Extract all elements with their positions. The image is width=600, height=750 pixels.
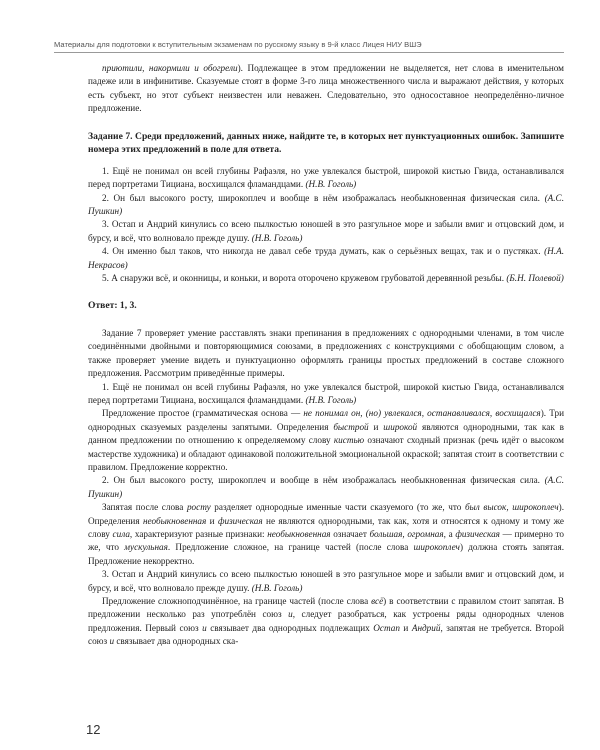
- text-run: не являются однородными, так как, хотя и относятся к одному и тому же слову: [88, 515, 564, 539]
- text-run: . Предложение сложное, на границе частей (после слова: [167, 542, 414, 553]
- italic-run: физическая: [217, 515, 263, 526]
- text-run: ). Определения: [88, 502, 564, 526]
- italic-run: кистью: [333, 435, 365, 446]
- text-run: ). Три однородных сказуемых разделены запятыми. Определения: [88, 408, 564, 432]
- text-run: разделяет однородные именные части сказуемого (то же, что: [210, 502, 465, 513]
- text-run: 3. Остап и Андрий кинулись со всею пылкостью юношей в это разгульное море и забыли вмиг и отцовский дом, и бурсу, и всё, что волновало прежде душу.: [88, 219, 564, 243]
- text-run: Задание 7 проверяет умение расставлять знаки препинания в предложениях с однородными членами, в том числе соединёнными двойными и повторяющимися союзами, в предложениях с конструкциями с обобщающим словом, а также проверяет умение видеть и пунктуационно оформлять границы простых предложений в составе сложного предложения. Рассмотрим приведённые примеры.: [88, 327, 564, 379]
- italic-run: (А.С. Пушкин): [88, 475, 564, 499]
- text-run: означает: [330, 528, 370, 539]
- explanation-paragraph: [88, 568, 564, 595]
- italic-run: широкоплеч: [413, 542, 460, 553]
- text-run: , а: [443, 528, 456, 539]
- italic-run: (Н.А. Некрасов): [88, 246, 564, 270]
- text-run: и: [206, 515, 218, 526]
- italic-run: всё: [371, 596, 384, 606]
- italic-run: (Б.Н. Полевой): [506, 273, 564, 284]
- italic-run: Андрий: [411, 622, 441, 633]
- text-run: 2. Он был высокого росту, широкоплеч и вообще в нём изображалась необыкновенная физическая сила.: [102, 192, 545, 203]
- sentence-item: [88, 165, 564, 192]
- sentence-item: [88, 272, 564, 285]
- italic-run: физическая: [455, 528, 500, 539]
- text-run: ) должна стоять запятая. Предложение некорректно.: [88, 542, 564, 566]
- explanation-paragraph: [88, 407, 564, 474]
- italic-run: и: [109, 636, 115, 647]
- text-run: означают сходный признак (речь идёт о высоком мастерстве художника) и обладают одинаковой положительной эмоциональной окраской; запятая стоит в соответствии с правилом. Предложение корректно.: [88, 435, 564, 472]
- italic-run: необыкновенная: [142, 515, 207, 526]
- text-run: Запятая после слова: [102, 502, 187, 513]
- italic-run: (Н.В. Гоголь): [251, 232, 303, 243]
- text-run: 1. Ещё не понимал он всей глубины Рафаэля, но уже увлекался быстрой, широкой кистью Гвида, останавливался перед портретами Тициана, восхищался фламандцами.: [88, 165, 564, 190]
- italic-run: был высок, широкоплеч: [464, 502, 559, 513]
- text-run: Предложение сложноподчинённое, на границе частей (после слова: [102, 596, 372, 606]
- italic-run: росту: [186, 502, 211, 513]
- text-run: , запятая не требуется. Второй союз: [88, 622, 564, 647]
- sentence-item: [88, 192, 564, 219]
- italic-run: необыкновенная: [267, 528, 331, 539]
- running-header: Материалы для подготовки к вступительным экзаменам по русскому языку в 9-й класс Лицея НИУ ВШЭ: [54, 40, 564, 53]
- text-run: Предложение простое (грамматическая основа —: [102, 408, 304, 419]
- text-run: ). Подлежащее в этом предложении не выделяется, нет слова в именительном падеже или в инфинитиве. Сказуемые стоят в форме 3-го лица множественного числа и выражают действия, у которых есть субъект, но этот субъект неизвестен или неважен. Следовательно, это односоставное неопределённо-личное предложение.: [88, 63, 564, 114]
- text-run: 5. А снаружи всё, и оконницы, и коньки, и ворота оторочено кружевом грубоватой деревянной резьбы.: [102, 273, 507, 284]
- intro-paragraph: [88, 62, 564, 116]
- italic-run: и: [202, 622, 207, 633]
- text-run: 4. Он именно был таков, что никогда не давал себе труда думать, как о серьёзных вещах, так и о пустяках.: [102, 246, 545, 257]
- text-run: и: [399, 622, 412, 633]
- text-run: , характеризуют разные признаки:: [129, 528, 268, 539]
- explanation-paragraph: [88, 595, 564, 649]
- italic-run: (Н.В. Гоголь): [305, 179, 357, 190]
- explanation-section: [88, 327, 564, 649]
- italic-run: и: [288, 609, 293, 620]
- italic-run: приютили, накормили и обогрели: [102, 63, 238, 73]
- text-run: 1. Ещё не понимал он всей глубины Рафаэля, но уже увлекался быстрой, широкой кистью Гвида, останавливался перед портретами Тициана, восхищался фламандцами.: [88, 381, 564, 405]
- text-run: — примерно то же, что: [88, 528, 565, 553]
- italic-run: Остап: [373, 622, 400, 633]
- text-run: связывает два однородных ска-: [114, 636, 239, 647]
- italic-run: большая, огромная: [369, 528, 444, 539]
- text-run: ) в соответствии с правилом стоит запятая. В предложении несколько раз употреблён союз: [88, 596, 564, 620]
- italic-run: широкой: [383, 421, 418, 432]
- text-run: и: [368, 421, 384, 432]
- italic-run: не понимал он, (но) увлекался, останавливался, восхищался: [303, 408, 541, 419]
- text-run: 3. Остап и Андрий кинулись со всею пылкостью юношей в это разгульное море и забыли вмиг и отцовский дом, и бурсу, и всё, что волновало прежде душу.: [88, 569, 564, 593]
- text-run: являются однородными, так как в данном предложении по отношению к определяемому слову: [88, 421, 564, 446]
- task-title: Задание 7. Среди предложений, данных ниже, найдите те, в которых нет пунктуационных ошибок. Запишите номера этих предложений в поле для ответа.: [88, 130, 564, 156]
- text-run: связывает два однородных подлежащих: [206, 622, 374, 633]
- italic-run: сила: [112, 528, 130, 539]
- sentence-list: [88, 165, 564, 286]
- italic-run: мускульная: [124, 542, 168, 553]
- page-content: [88, 62, 564, 649]
- text-run: 2. Он был высокого росту, широкоплеч и вообще в нём изображалась необыкновенная физическая сила.: [102, 475, 545, 486]
- explanation-paragraph: [88, 327, 564, 381]
- italic-run: (Н.В. Гоголь): [251, 582, 303, 593]
- sentence-item: [88, 218, 564, 245]
- page-number: 12: [86, 722, 101, 737]
- answer-line: Ответ: 1, 3.: [88, 300, 137, 312]
- italic-run: быстрой: [333, 421, 369, 432]
- italic-run: (Н.В. Гоголь): [305, 394, 357, 405]
- explanation-paragraph: [88, 501, 564, 568]
- explanation-paragraph: [88, 474, 564, 501]
- italic-run: (А.С. Пушкин): [88, 192, 564, 217]
- sentence-item: [88, 245, 564, 272]
- text-run: , следует разобраться, как устроены ряды однородных членов предложения. Первый союз: [88, 609, 564, 633]
- explanation-paragraph: [88, 381, 564, 408]
